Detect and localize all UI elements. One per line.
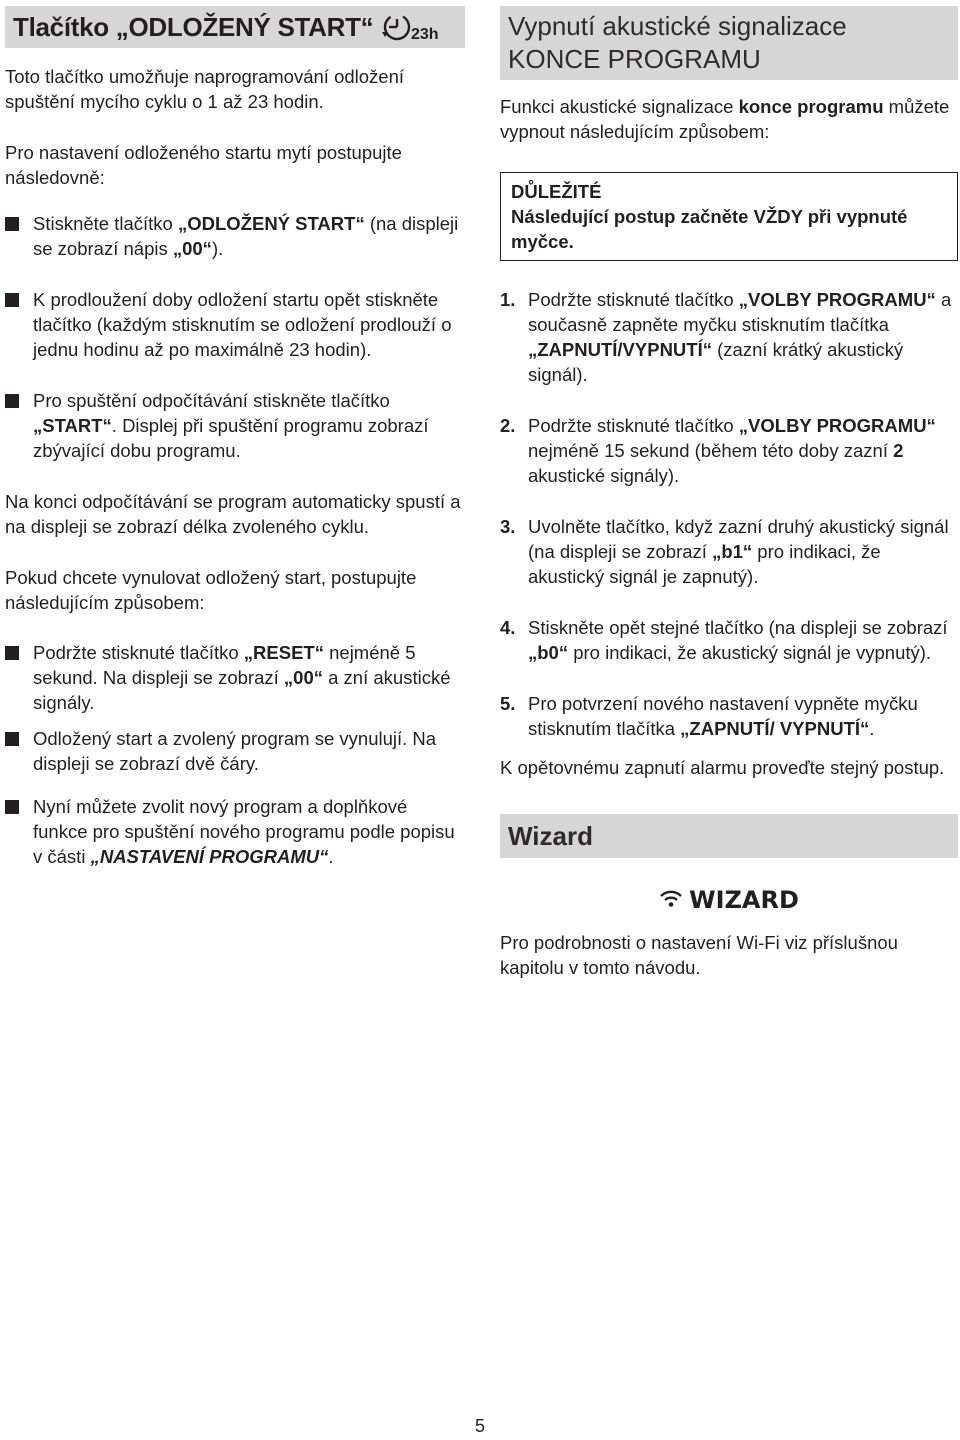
wizard-logo (500, 884, 958, 916)
delayed-start-intro: Toto tlačítko umožňuje naprogramování odložení spuštění mycího cyklu o 1 až 23 hodin. (5, 66, 405, 112)
delayed-start-title: Tlačítko „ODLOŽENÝ START“ (13, 11, 374, 42)
timer-23h-icon (381, 10, 443, 44)
important-notice-box (500, 172, 958, 261)
step-item: 3. Uvolněte tlačítko, když zazní druhý akustický signál (na displeji se zobrazí „b1“ pro indikaci, že akustický signál je zapnutý). (500, 516, 949, 587)
list-item: Stiskněte tlačítko „ODLOŽENÝ START“ (na displeji se zobrazí nápis „00“). (5, 211, 465, 261)
list-item: Pro spuštění odpočítávání stiskněte tlačítko „START“. Displej při spuštění programu zobrazí zbývající dobu programu. (5, 388, 465, 463)
setup-steps-list (5, 211, 465, 463)
step-item: 1. Podržte stisknuté tlačítko „VOLBY PROGRAMU“ a současně zapněte myčku stisknutím tlačítka „ZAPNUTÍ/VYPNUTÍ“ (zazní krátký akustický signál). (500, 289, 952, 385)
wizard-header (500, 814, 958, 858)
reset-intro: Pokud chcete vynulovat odložený start, postupujte následujícím způsobem: (5, 567, 417, 613)
wizard-text: Pro podrobnosti o nastavení Wi-Fi viz příslušnou kapitolu v tomto návodu. (500, 932, 898, 978)
step-item: 5. Pro potvrzení nového nastavení vypněte myčku stisknutím tlačítka „ZAPNUTÍ/ VYPNUTÍ“. (500, 693, 918, 739)
timer-icon-label: 23h (411, 26, 439, 43)
countdown-end-text: Na konci odpočítávání se program automaticky spustí a na displeji se zobrazí délka zvoleného cyklu. (5, 491, 461, 537)
left-column (5, 0, 465, 869)
list-item: Podržte stisknuté tlačítko „RESET“ nejméně 5 sekund. Na displeji se zobrazí „00“ a zní akustické signály. (5, 640, 465, 715)
list-item: Odložený start a zvolený program se vynulují. Na displeji se zobrazí dvě čáry. (5, 726, 465, 776)
list-item: K prodloužení doby odložení startu opět stiskněte tlačítko (každým stisknutím se odložení prodlouží o jednu hodinu až po maximálně 23 hodin). (5, 287, 465, 362)
right-column (500, 0, 958, 980)
acoustic-intro: Funkci akustické signalizace konce programu můžete vypnout následujícím způsobem: (500, 96, 950, 142)
step-item: 2. Podržte stisknuté tlačítko „VOLBY PROGRAMU“ nejméně 15 sekund (během této doby zazní 2 akustické signály). (500, 415, 936, 486)
delayed-start-header (5, 6, 465, 48)
reenable-text: K opětovnému zapnutí alarmu proveďte stejný postup. (500, 757, 945, 778)
setup-intro: Pro nastavení odloženého startu mytí postupujte následovně: (5, 142, 402, 188)
important-text: Následující postup začněte VŽDY při vypnuté myčce. (511, 206, 908, 252)
important-title: DŮLEŽITÉ (511, 181, 602, 202)
acoustic-signal-header (500, 6, 958, 80)
wizard-logo-text: WIZARD (689, 886, 799, 914)
page-number: 5 (474, 1416, 485, 1436)
list-item: Nyní můžete zvolit nový program a doplňkové funkce pro spuštění nového programu podle popisu v části „NASTAVENÍ PROGRAMU“. (5, 794, 465, 869)
wifi-icon (659, 888, 683, 913)
step-item: 4. Stiskněte opět stejné tlačítko (na displeji se zobrazí „b0“ pro indikaci, že akustický signál je vypnutý). (500, 617, 948, 663)
acoustic-steps-list (500, 287, 958, 741)
reset-steps-list (5, 640, 465, 869)
acoustic-signal-title: Vypnutí akustické signalizace KONCE PROGRAMU (508, 11, 847, 74)
wizard-title: Wizard (508, 820, 593, 851)
